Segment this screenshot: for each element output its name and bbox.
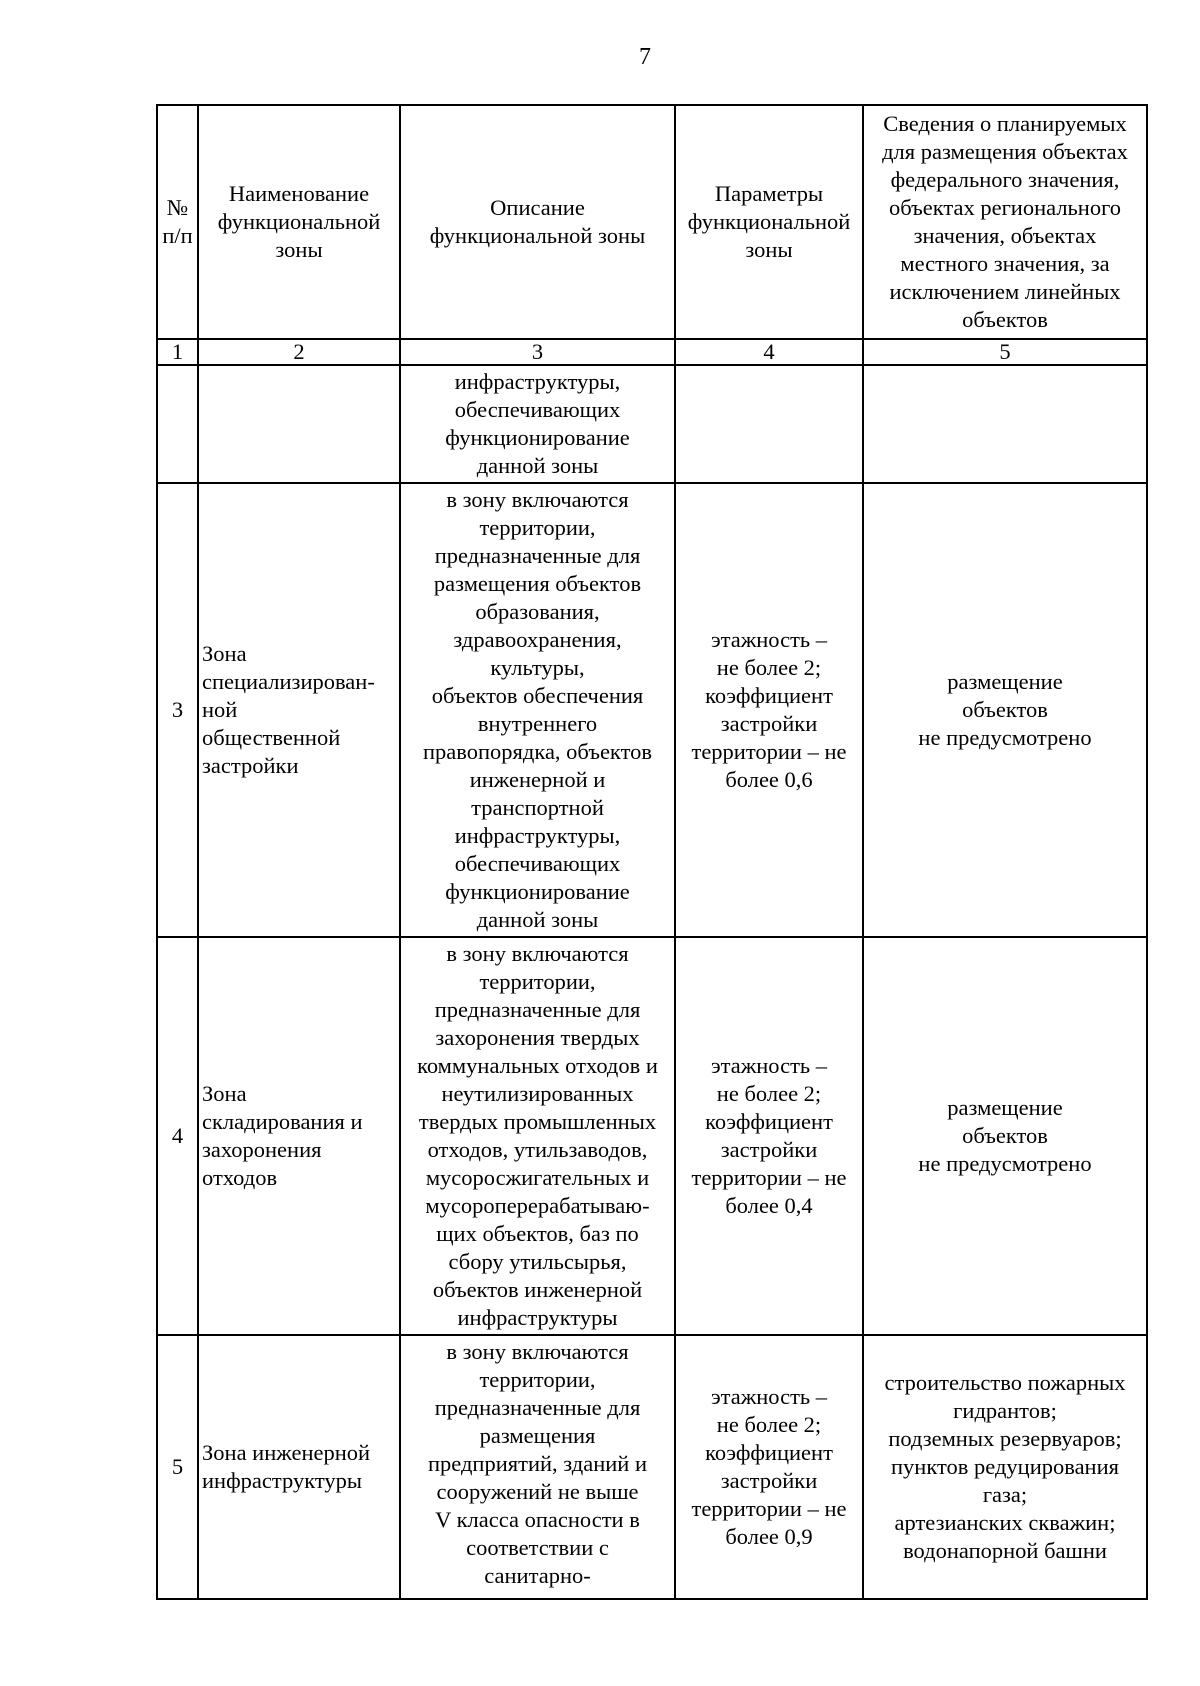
text-line: отходов <box>202 1165 278 1190</box>
text-line: образования, <box>475 599 600 624</box>
text-line: размещения объектов <box>433 571 642 596</box>
text-line: застройки <box>720 711 818 736</box>
text-line: этажность – <box>710 1053 828 1078</box>
text-line: неутилизированных <box>441 1081 634 1106</box>
text-line: объектов <box>962 697 1048 722</box>
text-line: территории, <box>479 515 596 540</box>
text-line: не предусмотрено <box>918 1151 1092 1176</box>
text-line: ной <box>202 697 238 722</box>
table-row <box>157 937 1147 1335</box>
text-line: предприятий, зданий и <box>428 1451 647 1476</box>
text-line: для размещения объектах <box>882 139 1128 164</box>
text-line: коэффициент <box>705 1109 833 1134</box>
zone-name <box>198 1335 400 1599</box>
text-line: исключением линейных <box>889 279 1121 304</box>
text-line: инженерной и <box>469 767 606 792</box>
text-line: размещения <box>479 1423 596 1448</box>
text-line: функциональной зоны <box>429 223 646 248</box>
zone-name <box>198 365 400 483</box>
text-line: отходов, утильзаводов, <box>427 1137 648 1162</box>
text-line: предназначенные для <box>434 1395 641 1420</box>
text-line: щих объектов, баз по <box>436 1221 639 1246</box>
planned-objects <box>863 365 1147 483</box>
zone-description <box>400 365 675 483</box>
text-line: местного значения, за <box>900 251 1110 276</box>
page-number: 7 <box>639 44 651 70</box>
header-planned-objects <box>863 105 1147 339</box>
text-line: Сведения о планируемых <box>883 111 1127 136</box>
text-line: данной зоны <box>476 453 599 478</box>
text-line: территории – не <box>691 739 847 764</box>
text-line: Наименование <box>228 181 370 206</box>
text-line: размещение <box>947 669 1063 694</box>
text-line: в зону включаются <box>446 941 629 966</box>
header-number <box>157 105 198 339</box>
text-line: не более 2; <box>716 1081 822 1106</box>
text-line: объектов <box>962 307 1048 332</box>
text-line: коммунальных отходов и <box>417 1053 658 1078</box>
text-line: территории, <box>479 969 596 994</box>
zone-description <box>400 937 675 1335</box>
text-line: этажность – <box>710 1384 828 1409</box>
text-line: объектах регионального <box>888 195 1122 220</box>
text-line: федерального значения, <box>890 167 1120 192</box>
text-line: правопорядка, объектов <box>423 739 652 764</box>
text-line: соответствии с <box>466 1535 609 1560</box>
zone-name <box>198 937 400 1335</box>
text-line: здравоохранения, <box>453 627 622 652</box>
text-line: не более 2; <box>716 1412 822 1437</box>
text-line: более 0,9 <box>725 1524 813 1549</box>
text-line: гидрантов; <box>953 1398 1057 1423</box>
text-line: внутреннего <box>477 711 598 736</box>
text-line: более 0,6 <box>725 767 813 792</box>
column-number: 2 <box>198 339 400 365</box>
row-number: 5 <box>157 1335 198 1599</box>
text-line: предназначенные для <box>434 997 641 1022</box>
column-number: 5 <box>863 339 1147 365</box>
planned-objects <box>863 483 1147 937</box>
header-zone-name <box>198 105 400 339</box>
text-line: не предусмотрено <box>918 725 1092 750</box>
text-line: функциональной <box>217 209 381 234</box>
row-number: 3 <box>157 483 198 937</box>
text-line: артезианских скважин; <box>894 1510 1116 1535</box>
header-zone-description <box>400 105 675 339</box>
text-line: зоны <box>275 237 323 262</box>
zone-name <box>198 483 400 937</box>
text-line: функционирование <box>445 425 630 450</box>
row-number: 4 <box>157 937 198 1335</box>
text-line: газа; <box>982 1482 1028 1507</box>
text-line: инфраструктуры, <box>454 823 621 848</box>
text-line: сбору утильсырья, <box>448 1249 627 1274</box>
text-line: мусоросжигательных и <box>425 1165 650 1190</box>
text-line: инфраструктуры, <box>454 369 621 394</box>
text-line: объектов обеспечения <box>431 683 644 708</box>
text-line: V класса опасности в <box>435 1507 640 1532</box>
table-row <box>157 483 1147 937</box>
zone-parameters <box>675 937 863 1335</box>
functional-zones-table <box>156 104 1148 1600</box>
zone-description <box>400 483 675 937</box>
text-line: территории – не <box>691 1496 847 1521</box>
text-line: Параметры <box>714 181 824 206</box>
text-line: Зона <box>202 1081 247 1106</box>
text-line: застройки <box>202 753 299 778</box>
text-line: размещение <box>947 1095 1063 1120</box>
text-line: подземных резервуаров; <box>888 1426 1122 1451</box>
planned-objects <box>863 1335 1147 1599</box>
row-number <box>157 365 198 483</box>
text-line: транспортной <box>471 795 604 820</box>
text-line: значения, объектах <box>913 223 1097 248</box>
zone-parameters <box>675 483 863 937</box>
text-line: твердых промышленных <box>418 1109 657 1134</box>
text-line: застройки <box>720 1468 818 1493</box>
text-line: функциональной <box>687 209 851 234</box>
text-line: п/п <box>162 223 193 248</box>
zone-parameters <box>675 365 863 483</box>
text-line: специализирован- <box>202 669 375 694</box>
table-header-row <box>157 105 1147 339</box>
text-line: в зону включаются <box>446 1339 629 1364</box>
text-line: застройки <box>720 1137 818 1162</box>
text-line: Зона <box>202 641 247 666</box>
zone-description <box>400 1335 675 1599</box>
text-line: № <box>166 195 189 220</box>
text-line: зоны <box>745 237 793 262</box>
header-zone-parameters <box>675 105 863 339</box>
column-number: 4 <box>675 339 863 365</box>
zone-parameters <box>675 1335 863 1599</box>
text-line: Зона инженерной <box>202 1440 371 1465</box>
text-line: строительство пожарных <box>884 1370 1126 1395</box>
column-number: 3 <box>400 339 675 365</box>
text-line: коэффициент <box>705 683 833 708</box>
table-row <box>157 1335 1147 1599</box>
text-line: санитарно- <box>484 1563 591 1588</box>
text-line: не более 2; <box>716 655 822 680</box>
column-number: 1 <box>157 339 198 365</box>
text-line: объектов <box>962 1123 1048 1148</box>
text-line: данной зоны <box>476 907 599 932</box>
text-line: культуры, <box>490 655 585 680</box>
text-line: общественной <box>202 725 341 750</box>
text-line: этажность – <box>710 627 828 652</box>
column-numbering-row <box>157 339 1147 365</box>
text-line: обеспечивающих <box>454 397 621 422</box>
text-line: пунктов редуцирования <box>891 1454 1119 1479</box>
text-line: коэффициент <box>705 1440 833 1465</box>
text-line: предназначенные для <box>434 543 641 568</box>
text-line: складирования и <box>202 1109 363 1134</box>
text-line: функционирование <box>445 879 630 904</box>
text-line: территории – не <box>691 1165 847 1190</box>
text-line: объектов инженерной <box>432 1277 643 1302</box>
text-line: водонапорной башни <box>903 1538 1107 1563</box>
text-line: мусороперерабатываю- <box>425 1193 650 1218</box>
text-line: захоронения твердых <box>435 1025 640 1050</box>
planned-objects <box>863 937 1147 1335</box>
text-line: более 0,4 <box>725 1193 813 1218</box>
text-line: инфраструктуры <box>457 1305 618 1330</box>
text-line: в зону включаются <box>446 487 629 512</box>
text-line: территории, <box>479 1367 596 1392</box>
text-line: захоронения <box>202 1137 322 1162</box>
text-line: сооружений не выше <box>436 1479 639 1504</box>
text-line: обеспечивающих <box>454 851 621 876</box>
table-row <box>157 365 1147 483</box>
text-line: Описание <box>490 195 585 220</box>
text-line: инфраструктуры <box>202 1468 362 1493</box>
